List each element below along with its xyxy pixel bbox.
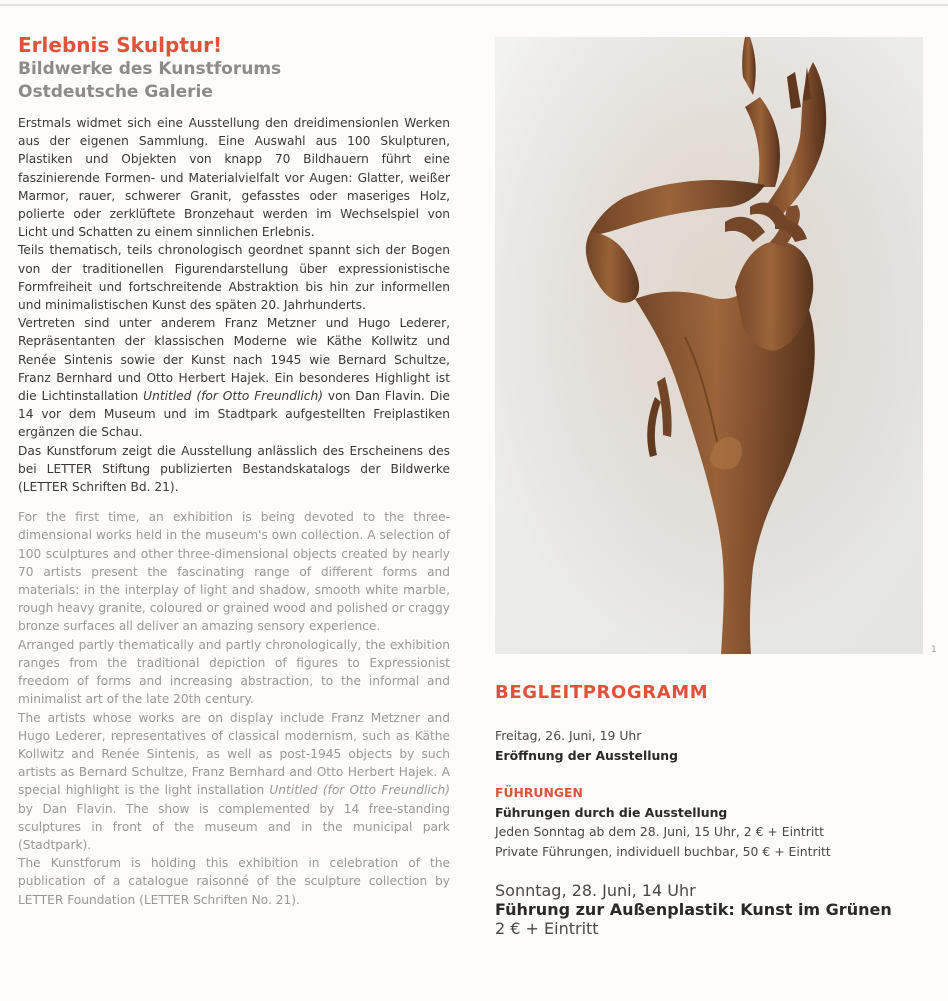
english-paragraph-2: Arranged partly thematically and partly chronologically, the exhibition ranges from the traditional depiction of figures to Expressionist freedom of forms and increasing abstraction, to the informal and minimalist art of the late 20th century. <box>18 637 450 707</box>
german-paragraph-3 <box>18 314 450 441</box>
top-rule <box>0 4 948 6</box>
german-artwork-title: Untitled (for Otto Freundlich) <box>143 389 323 404</box>
english-paragraph-4: The Kunstforum is holding this exhibition in celebration of the publication of a catalogue raisonné of the sculpture collection by LETTER Foundation (LETTER Schriften No. 21). <box>18 856 450 907</box>
opening-date: Freitag, 26. Juni, 19 Uhr <box>495 728 642 743</box>
bronze-sculpture-icon <box>495 37 923 654</box>
tours-line-1: Jeden Sonntag ab dem 28. Juni, 15 Uhr, 2 € + Eintritt <box>495 824 824 839</box>
english-artwork-title: Untitled (for Otto Freundlich) <box>269 783 450 798</box>
page-subtitle-line1: Bildwerke des Kunstforums <box>18 59 282 79</box>
figure-number: 1 <box>931 645 937 655</box>
tours-title: Führungen durch die Ausstellung <box>495 804 728 820</box>
sculpture-photo <box>495 37 923 654</box>
english-paragraph-3 <box>18 709 450 855</box>
program-column <box>495 680 915 938</box>
program-heading: BEGLEITPROGRAMM <box>495 682 709 703</box>
outdoor-tour <box>495 881 915 938</box>
intro-column <box>18 32 450 909</box>
german-p3-text-end: von Dan Flavin. Die 14 vor dem Museum und im Stadtpark aufgestellten Freiplastiken ergänzen die Schau. <box>18 389 451 440</box>
german-paragraph-2: Teils thematisch, teils chronologisch geordnet spannt sich der Bogen von der traditionellen Figurendarstellung über expressionistische Formfreiheit und fortschreitende Abstraktion bis hin zur informellen und minimalistischen Kunst des späten 20. Jahrhunderts. <box>18 243 450 313</box>
opening-event <box>495 726 915 765</box>
english-text <box>18 508 450 908</box>
german-paragraph-4: Das Kunstforum zeigt die Ausstellung anlässlich des Erscheinens des bei LETTER Stiftung publizierten Bestandskatalogs der Bildwerke (LETTER Schriften Bd. 21). <box>18 443 450 495</box>
outdoor-date: Sonntag, 28. Juni, 14 Uhr <box>495 881 696 900</box>
english-paragraph-1: For the first time, an exhibition is being devoted to the three-dimensional works held in the museum's own collection. A selection of 100 sculptures and other three-dimensional objects created by nearly 70 artists present the fascinating range of different forms and materials: in the interplay of light and shadow, smooth white marble, rough heavy granite, coloured or grained wood and polished or craggy bronze surfaces all deliver an amazing sensory experience. <box>18 510 450 634</box>
outdoor-price: 2 € + Eintritt <box>495 919 599 938</box>
german-paragraph-1: Erstmals widmet sich eine Ausstellung den dreidimensionlen Werken aus der eigenen Sammlung. Eine Auswahl aus 100 Skulpturen, Plastiken und Objekten von knapp 70 Bildhauern führt eine faszinierende Formen- und Materialvielfalt vor Augen: Glatter, weißer Marmor, rauer, schwerer Granit, gefasstes oder maseriges Holz, polierte oder zerklüftete Bronzehaut werden im Wechselspiel von Licht und Schatten zu einem sinnlichen Erlebnis. <box>18 116 450 240</box>
opening-title: Eröffnung der Ausstellung <box>495 747 678 763</box>
german-p3-text: Vertreten sind unter anderem Franz Metzner und Hugo Lederer, Repräsentanten der klassischen Moderne wie Käthe Kollwitz und Renée Sintenis sowie der Kunst nach 1945 wie Bernard Schultze, Franz Bernhard und Otto Herbert Hajek. Ein besonderes Highlight ist die Lichtinstallation <box>18 316 450 404</box>
page-subtitle-line2: Ostdeutsche Galerie <box>18 82 213 102</box>
tours-heading: FÜHRUNGEN <box>495 785 583 800</box>
tours-line-2: Private Führungen, individuell buchbar, 50 € + Eintritt <box>495 843 831 859</box>
page-title: Erlebnis Skulptur! <box>18 33 223 57</box>
english-p3-text-end: by Dan Flavin. The show is complemented by 14 free-standing sculptures in front of the museum and in the municipal park (Stadtpark). <box>18 801 450 852</box>
outdoor-title: Führung zur Außenplastik: Kunst im Grünen <box>495 900 892 919</box>
english-p3-text: The artists whose works are on display include Franz Metzner and Hugo Lederer, representatives of classical modernism, such as Käthe Kollwitz and Renée Sintenis, as well as post-1945 objects by such artists as Bernard Schultze, Franz Bernhard and Otto Herbert Hajek. A special highlight is the light installation <box>18 710 450 798</box>
tours-section <box>495 783 915 861</box>
german-text <box>18 114 450 496</box>
